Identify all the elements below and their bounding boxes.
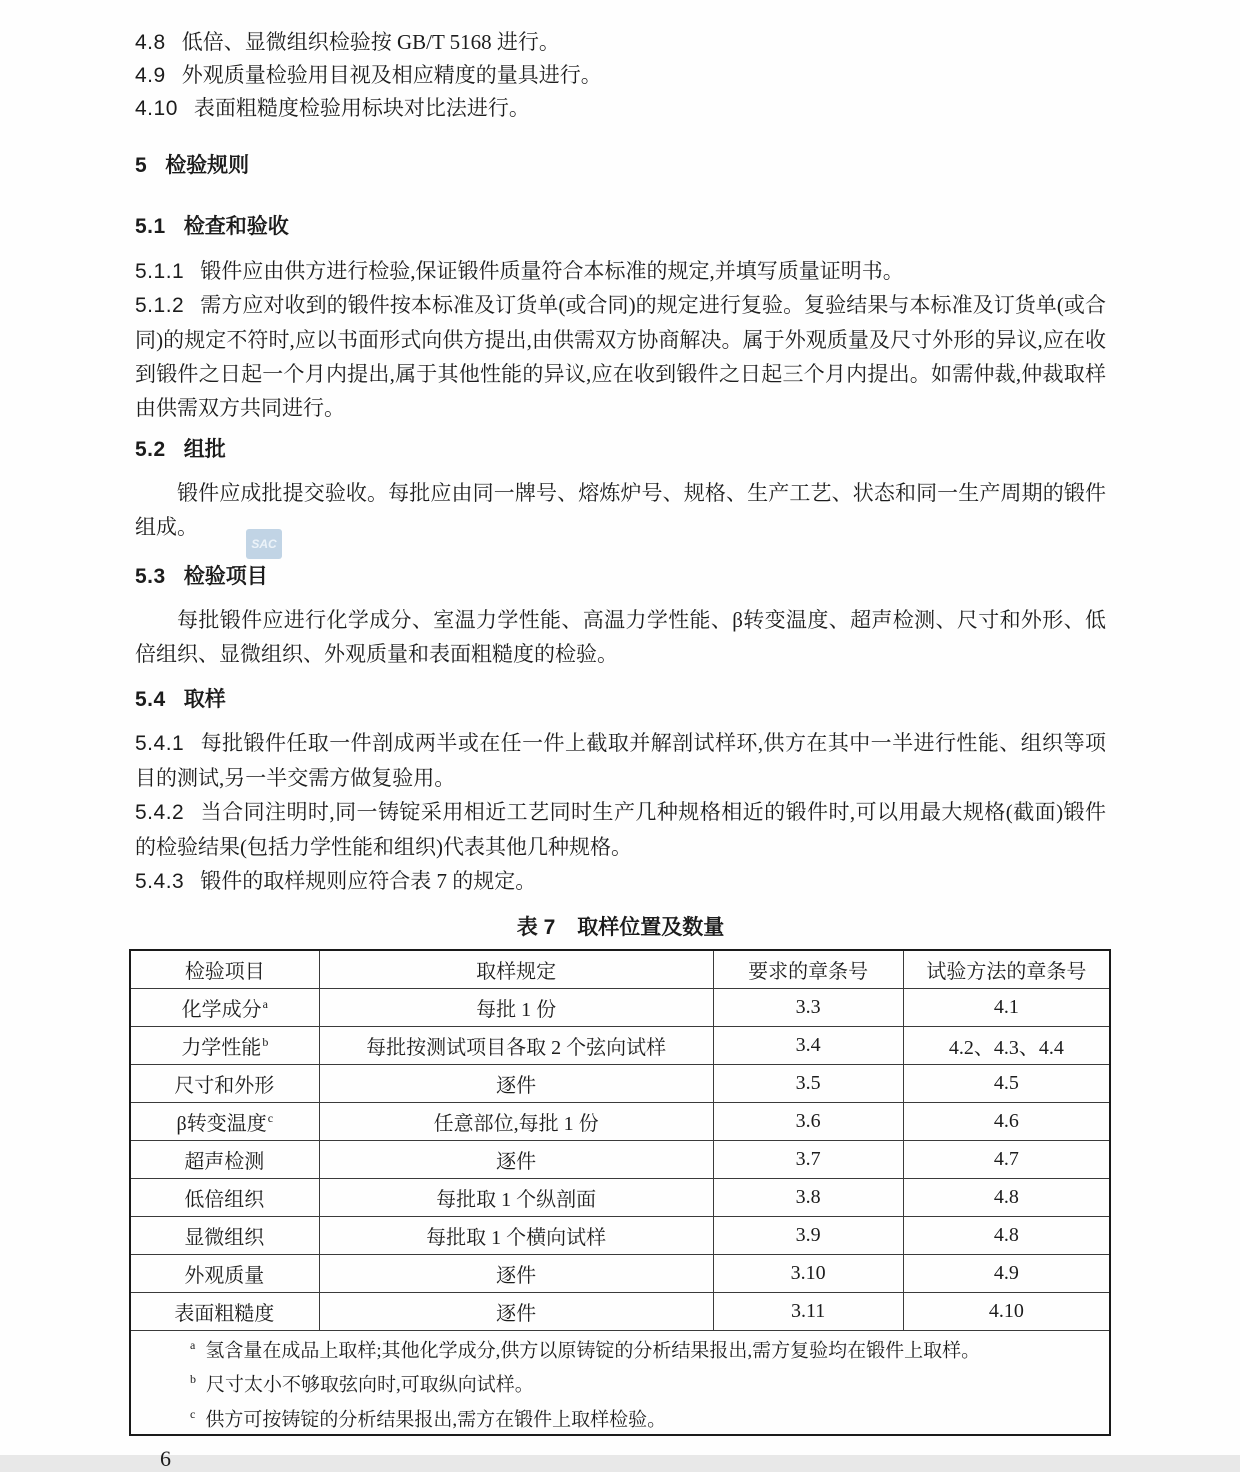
- cell-method: 4.7: [903, 1141, 1110, 1179]
- table-row: [130, 1217, 1110, 1255]
- footnote-b: [135, 1365, 1105, 1399]
- item-text: 显微组织: [184, 1227, 265, 1249]
- cell-method: 4.5: [903, 1065, 1110, 1103]
- cell-item: [130, 989, 319, 1027]
- heading-5-4: [135, 683, 1106, 716]
- table-row: [130, 1103, 1110, 1141]
- item-text: 力学性能: [181, 1037, 262, 1059]
- col-header-sampling-rule: 取样规定: [319, 950, 713, 989]
- clause-4-10: [135, 92, 1106, 125]
- heading-title: 检验项目: [183, 565, 268, 588]
- clause-number: 5.4.3: [135, 870, 185, 893]
- clause-number: 5.1.2: [135, 294, 185, 317]
- clause-5-4-1: [135, 726, 1106, 795]
- clause-4-9: [135, 59, 1106, 92]
- clause-text: 每批锻件任取一件剖成两半或在任一件上截取并解剖试样环,供方在其中一半进行性能、组织等项目的测试,另一半交需方做复验用。: [135, 731, 1106, 790]
- page-number: 6: [160, 1445, 171, 1471]
- clause-text: 锻件应由供方进行检验,保证锻件质量符合本标准的规定,并填写质量证明书。: [200, 259, 904, 283]
- table-row: [130, 1179, 1110, 1217]
- cell-method: 4.2、4.3、4.4: [903, 1027, 1110, 1065]
- table-row: [130, 1293, 1110, 1331]
- heading-number: 5.1: [135, 215, 166, 238]
- cell-req: 3.9: [713, 1217, 903, 1255]
- cell-sampling: 逐件: [319, 1065, 713, 1103]
- item-text: 表面粗糙度: [174, 1303, 275, 1325]
- cell-item: [130, 1027, 319, 1065]
- table-row: [130, 1255, 1110, 1293]
- item-text: 低倍组织: [184, 1189, 265, 1211]
- item-text: 超声检测: [184, 1151, 265, 1173]
- footnote-ref: b: [262, 1035, 269, 1050]
- cell-req: 3.4: [713, 1027, 903, 1065]
- cell-item: [130, 1065, 319, 1103]
- cell-method: 4.8: [903, 1179, 1110, 1217]
- footnote-text: 供方可按铸锭的分析结果报出,需方在锻件上取样检验。: [205, 1408, 667, 1430]
- heading-5-3: [135, 560, 1106, 593]
- cell-req: 3.6: [713, 1103, 903, 1141]
- paragraph-5-2: 锻件应成批提交验收。每批应由同一牌号、熔炼炉号、规格、生产工艺、状态和同一生产周期的锻件组成。: [135, 481, 1106, 539]
- clause-number: 5.1.1: [135, 260, 185, 283]
- item-text: 尺寸和外形: [174, 1075, 275, 1097]
- heading-5-2: [135, 433, 1106, 466]
- heading-5: [135, 149, 1106, 182]
- clause-text: 当合同注明时,同一铸锭采用相近工艺同时生产几种规格相近的锻件时,可以用最大规格(截面)锻件的检验结果(包括力学性能和组织)代表其他几种规格。: [135, 800, 1106, 859]
- cell-req: 3.8: [713, 1179, 903, 1217]
- heading-number: 5.4: [135, 688, 166, 711]
- table-row: [130, 989, 1110, 1027]
- footnote-ref: a: [262, 997, 268, 1012]
- cell-method: 4.6: [903, 1103, 1110, 1141]
- table-row: [130, 1141, 1110, 1179]
- cell-item: [130, 1255, 319, 1293]
- heading-number: 5.3: [135, 565, 166, 588]
- cell-sampling: 每批取 1 个纵剖面: [319, 1179, 713, 1217]
- footnote-marker: a: [190, 1338, 196, 1352]
- footnote-marker: b: [190, 1372, 196, 1387]
- cell-sampling: 任意部位,每批 1 份: [319, 1103, 713, 1141]
- cell-sampling: 逐件: [319, 1255, 713, 1293]
- cell-req: 3.10: [713, 1255, 903, 1293]
- clause-text: 需方应对收到的锻件按本标准及订货单(或合同)的规定进行复验。复验结果与本标准及订货单(或合同)的规定不符时,应以书面形式向供方提出,由供需双方协商解决。属于外观质量及尺寸外形的异议,应在收到锻件之日起一个月内提出,属于其他性能的异议,应在收到锻件之日起三个月内提出。如需仲裁,仲裁取样由供需双方共同进行。: [135, 293, 1106, 420]
- clause-number: 5.4.2: [135, 801, 185, 824]
- clause-number: 5.4.1: [135, 732, 185, 755]
- table-row: [130, 1027, 1110, 1065]
- item-text: 外观质量: [184, 1265, 265, 1287]
- cell-sampling: 每批取 1 个横向试样: [319, 1217, 713, 1255]
- table-footnotes-row: [130, 1331, 1110, 1435]
- table-footnotes-cell: [130, 1331, 1110, 1435]
- item-text: β转变温度: [176, 1113, 267, 1135]
- heading-title: 取样: [183, 688, 226, 711]
- cell-method: 4.10: [903, 1293, 1110, 1331]
- table-7-sampling: [129, 949, 1111, 1436]
- cell-req: 3.7: [713, 1141, 903, 1179]
- clause-number: 4.9: [135, 64, 166, 87]
- table-caption: [135, 913, 1106, 943]
- cell-item: [130, 1293, 319, 1331]
- heading-title: 检验规则: [165, 154, 250, 177]
- item-text: 化学成分: [181, 999, 262, 1021]
- clause-4-8: [135, 26, 1106, 59]
- heading-number: 5.2: [135, 438, 166, 461]
- cell-sampling: 逐件: [319, 1141, 713, 1179]
- cell-item: [130, 1103, 319, 1141]
- footnote-text: 尺寸太小不够取弦向时,可取纵向试样。: [206, 1374, 534, 1396]
- cell-sampling: 逐件: [319, 1293, 713, 1331]
- heading-number: 5: [135, 154, 148, 177]
- clause-5-1-1: [135, 255, 1106, 288]
- col-header-test-method-clause: 试验方法的章条号: [903, 950, 1110, 989]
- col-header-inspection-item: 检验项目: [130, 950, 319, 989]
- heading-title: 检查和验收: [183, 215, 289, 238]
- cell-method: 4.8: [903, 1217, 1110, 1255]
- footnote-marker: c: [190, 1406, 196, 1421]
- cell-item: [130, 1179, 319, 1217]
- clause-text: 低倍、显微组织检验按 GB/T 5168 进行。: [181, 30, 560, 54]
- cell-item: [130, 1141, 319, 1179]
- clause-text: 表面粗糙度检验用标块对比法进行。: [193, 96, 530, 120]
- paragraph-5-3: 每批锻件应进行化学成分、室温力学性能、高温力学性能、β转变温度、超声检测、尺寸和外形、低倍组织、显微组织、外观质量和表面粗糙度的检验。: [135, 608, 1106, 666]
- clause-number: 4.10: [135, 97, 178, 120]
- table-header-row: [130, 950, 1110, 989]
- footnote-c: [135, 1400, 1105, 1434]
- cell-req: 3.11: [713, 1293, 903, 1331]
- clause-text: 锻件的取样规则应符合表 7 的规定。: [200, 869, 537, 893]
- clause-5-4-3: [135, 864, 1106, 899]
- cell-method: 4.1: [903, 989, 1110, 1027]
- footnote-text: 氢含量在成品上取样;其他化学成分,供方以原铸锭的分析结果报出,需方复验均在锻件上取样。: [205, 1340, 981, 1362]
- heading-5-1: [135, 210, 1106, 243]
- sac-watermark-text: SAC: [251, 537, 277, 551]
- clause-5-4-2: [135, 795, 1106, 864]
- footnote-ref: c: [267, 1111, 274, 1126]
- cell-item: [130, 1217, 319, 1255]
- table-caption-text: 取样位置及数量: [577, 916, 725, 939]
- cell-req: 3.3: [713, 989, 903, 1027]
- footnote-a: [135, 1331, 1105, 1365]
- cell-sampling: 每批 1 份: [319, 989, 713, 1027]
- heading-title: 组批: [183, 438, 226, 461]
- table-row: [130, 1065, 1110, 1103]
- clause-text: 外观质量检验用目视及相应精度的量具进行。: [181, 63, 602, 87]
- clause-number: 4.8: [135, 31, 166, 54]
- cell-method: 4.9: [903, 1255, 1110, 1293]
- clause-5-1-2: [135, 288, 1106, 425]
- cell-req: 3.5: [713, 1065, 903, 1103]
- cell-sampling: 每批按测试项目各取 2 个弦向试样: [319, 1027, 713, 1065]
- col-header-requirement-clause: 要求的章条号: [713, 950, 903, 989]
- table-caption-label: 表 7: [516, 916, 556, 939]
